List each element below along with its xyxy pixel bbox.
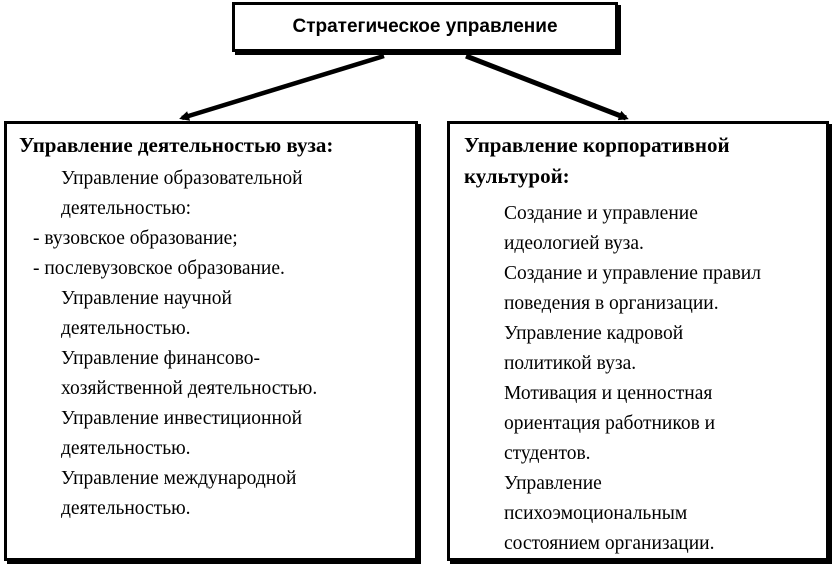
university-activity-line: Управление инвестиционной bbox=[61, 408, 303, 429]
corporate-culture-title bbox=[464, 130, 820, 192]
university-activity-line: Управление финансово- bbox=[61, 348, 260, 369]
university-activity-line: - вузовское образование; bbox=[33, 228, 238, 249]
strategic-management-title: Стратегическое управление bbox=[292, 16, 558, 37]
university-activity-line: Управление научной bbox=[61, 288, 232, 309]
corporate-culture-line: Управление кадровой bbox=[504, 323, 684, 344]
corporate-culture-list bbox=[464, 199, 820, 559]
corporate-culture-line: Управление bbox=[504, 473, 602, 494]
corporate-culture-line: состоянием организации. bbox=[504, 533, 715, 554]
university-activity-management-box bbox=[4, 121, 418, 561]
corporate-culture-line: Создание и управление правил bbox=[504, 263, 761, 284]
corporate-culture-title-line-1: Управление корпоративной bbox=[464, 133, 730, 157]
university-activity-title: Управление деятельностью вуза: bbox=[19, 133, 334, 157]
corporate-culture-line: студентов. bbox=[504, 443, 591, 464]
university-activity-line: - послевузовское образование. bbox=[33, 258, 285, 279]
corporate-culture-line: ориентация работников и bbox=[504, 413, 716, 434]
university-activity-line: Управление международной bbox=[61, 468, 297, 489]
corporate-culture-line: идеологией вуза. bbox=[504, 233, 644, 254]
arrow-left bbox=[182, 56, 384, 118]
university-activity-list bbox=[19, 164, 407, 524]
university-activity-line: деятельностью. bbox=[61, 438, 191, 459]
arrow-right bbox=[466, 56, 626, 118]
corporate-culture-line: Мотивация и ценностная bbox=[504, 383, 713, 404]
university-activity-line: деятельностью. bbox=[61, 498, 191, 519]
university-activity-line: Управление образовательной bbox=[61, 168, 303, 189]
strategic-management-box bbox=[232, 2, 618, 52]
university-activity-line: деятельностью. bbox=[61, 318, 191, 339]
corporate-culture-line: Создание и управление bbox=[504, 203, 698, 224]
corporate-culture-line: политикой вуза. bbox=[504, 353, 637, 374]
corporate-culture-management-box bbox=[447, 121, 829, 561]
corporate-culture-line: поведения в организации. bbox=[504, 293, 719, 314]
corporate-culture-line: психоэмоциональным bbox=[504, 503, 688, 524]
university-activity-line: деятельностью: bbox=[61, 198, 192, 219]
corporate-culture-title-line-2: культурой: bbox=[464, 164, 570, 188]
university-activity-line: хозяйственной деятельностью. bbox=[61, 378, 318, 399]
